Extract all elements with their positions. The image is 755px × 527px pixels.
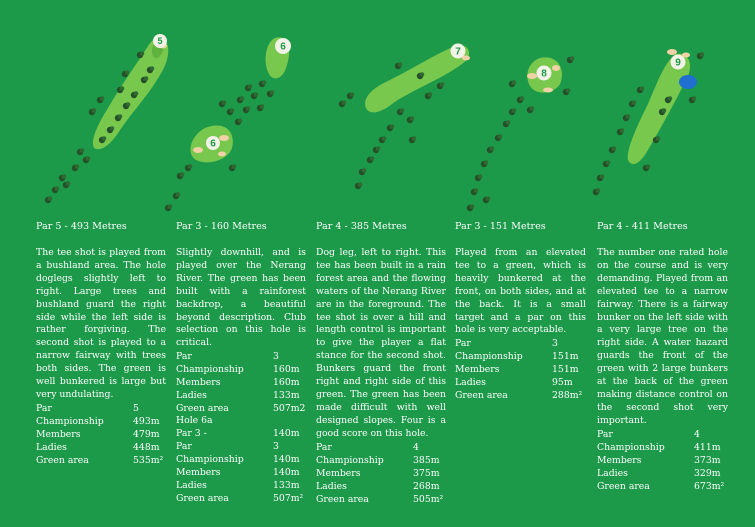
stat-label: Par [597,429,613,440]
stat-label: Green area [455,389,508,401]
stat-label: Par [316,442,332,453]
stat-row [455,338,586,351]
stat-value: 411m [694,441,721,453]
stat-value: 151m [552,363,579,375]
stat-row [455,390,586,403]
hole-8-map [467,56,575,211]
stat-label: Championship [316,454,384,466]
stat-row [316,494,446,507]
hole-7-map [339,44,470,190]
stat-value: 95m [552,376,573,388]
hole-5-map [45,34,168,203]
hole-5-stats [36,403,166,467]
stat-value: 133m [273,479,300,491]
stat-row [316,455,446,468]
hole-maps [0,0,755,222]
stat-value: 479m [133,428,160,440]
stat-label: Members [36,428,81,440]
hole-9-description: The number one rated hole on the course and is very demanding. Played from an elevated tee to a narrow fairway. There is a fairway bunker on the left side with a very large tree on the right side. A water hazard guards the front of the green with 2 large bunkers at the back of the green making distance control on the second shot very important. [597,247,728,426]
stat-row [176,390,306,403]
stat-row [316,468,446,481]
stat-label: Ladies [36,441,67,453]
stat-label: Championship [176,363,244,375]
stat-value: 5 [133,403,139,414]
stat-value: 673m² [694,480,725,492]
stat-label: Green area [176,402,229,414]
stat-row [597,455,728,468]
stat-label: Ladies [176,479,207,491]
stat-value: 507m2 [273,402,306,414]
stat-row [36,442,166,455]
stat-label: Ladies [455,376,486,388]
stat-row [36,403,166,416]
stat-value: 448m [133,441,160,453]
stat-value: 375m [413,467,440,479]
hole-7-stats [316,442,446,506]
hole-6-map [165,37,291,211]
hole-9-heading: Par 4 - 411 Metres [597,221,688,232]
stat-label: Par [455,338,471,349]
hole-7-heading: Par 4 - 385 Metres [316,221,407,232]
stat-row [176,351,306,364]
stat-value: 140m [273,428,300,440]
stat-value: 288m² [552,389,583,401]
stat-row [176,480,306,493]
stat-row [597,429,728,442]
hole-8-heading: Par 3 - 151 Metres [455,221,546,232]
stat-row [597,481,728,494]
hole-5-description: The tee shot is played from a bushland area. The hole doglegs slightly left to right. Large trees and bushland guard the right side while the left side is rather forgiving. The second shot is played to a narrow fairway with trees both sides. The green is well bunkered is large but very undulating. [36,247,166,400]
stat-row [36,416,166,429]
stat-row [176,454,306,467]
stat-value: 373m [694,454,721,466]
stat-value: 3 [552,338,558,349]
stat-value: 505m² [413,493,444,505]
stat-label: Green area [36,454,89,466]
hole-5-number-badge: 5 [157,36,163,46]
stat-label: Members [176,376,221,388]
hole-7-description: Dog leg, left to right. This tee has been built in a rain forest area and the flowing waters of the Nerang River are in the foreground. The tee shot is over a hill and length control is important to give the player a flat stance for the second shot. Bunkers guard the front right and right side of this green. The green has been made difficult with well designed slopes. Four is a good score on this hole. [316,247,446,439]
stat-label: Green area [316,493,369,505]
hole-8-stats [455,338,586,402]
stat-row [455,351,586,364]
stat-label: Championship [597,441,665,453]
stat-value: 4 [694,429,700,440]
hole-6-green-badge: 6 [210,138,216,150]
stat-value: 151m [552,350,579,362]
hole-8-description: Played from an elevated tee to a green, which is heavily bunkered at the front, on both sides, and at the back. It is a small target and a par on this hole is very acceptable. [455,247,586,336]
stat-label: Championship [455,350,523,362]
stat-row [176,364,306,377]
stat-label: Members [597,454,642,466]
stat-row [176,403,306,416]
hole-9-number-badge: 9 [675,57,681,69]
stat-row [316,442,446,455]
stat-row [176,493,306,506]
stat-row [176,467,306,480]
stat-row [176,377,306,390]
stat-value: 3 [273,441,279,453]
stat-value: 3 [273,351,279,362]
stat-label: Par [36,403,52,414]
hole-6-description: Slightly downhill, and is played over the Nerang River. The green has been built with a rainforest backdrop, a beautiful beyond description. Club selection on this hole is critical. [176,247,306,349]
hole-8-number-badge: 8 [541,68,547,80]
hole-9-map [593,49,705,195]
stat-label: Par 3 - [176,428,207,440]
stat-row [36,429,166,442]
stat-label: Championship [36,415,104,427]
stat-label: Championship [176,454,244,466]
stat-row [36,455,166,468]
stat-row [455,377,586,390]
stat-row [176,415,306,428]
stat-row [176,428,306,441]
stat-value: 329m [694,467,721,479]
stat-value: 268m [413,480,440,492]
stat-value: 507m² [273,492,304,504]
stat-row [597,442,728,455]
stat-label: Ladies [176,389,207,401]
stat-label: Ladies [597,467,628,479]
hole-6-heading: Par 3 - 160 Metres [176,221,267,232]
stat-value: 160m [273,376,300,388]
stat-label: Par [176,441,192,453]
stat-value: 160m [273,363,300,375]
stat-row [455,364,586,377]
stat-row [597,468,728,481]
hole-6-stats [176,351,306,506]
stat-label: Green area [176,492,229,504]
stat-label: Ladies [316,480,347,492]
stat-label: Hole 6a [176,415,213,427]
stat-value: 140m [273,467,300,479]
stat-label: Members [316,467,361,479]
hole-5-heading: Par 5 - 493 Metres [36,221,127,232]
hole-9-stats [597,429,728,493]
stat-label: Members [455,363,500,375]
stat-value: 140m [273,454,300,466]
stat-value: 535m² [133,454,164,466]
stat-value: 133m [273,389,300,401]
stat-row [176,441,306,454]
stat-value: 493m [133,415,160,427]
hole-7-number-badge: 7 [455,46,461,58]
hole-6-number-badge: 6 [280,41,286,53]
stat-value: 4 [413,442,419,453]
stat-value: 385m [413,454,440,466]
stat-label: Members [176,467,221,479]
stat-row [316,481,446,494]
stat-label: Par [176,351,192,362]
stat-label: Green area [597,480,650,492]
